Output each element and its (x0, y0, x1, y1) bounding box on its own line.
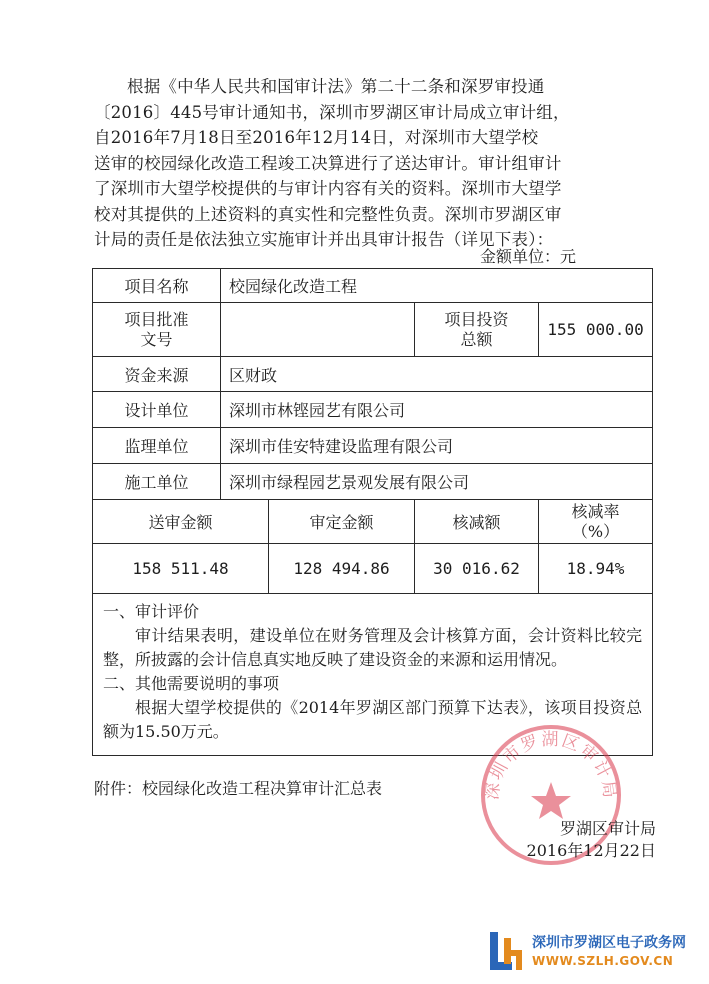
attachment-line: 附件：校园绿化改造工程决算审计汇总表 (94, 779, 383, 798)
supervision-value: 深圳市佳安特建设监理有限公司 (221, 428, 653, 464)
audit-table (92, 268, 653, 756)
intro-line: 校对其提供的上述资料的真实性和完整性负责。深圳市罗湖区审 (94, 204, 562, 224)
fund-source-value: 区财政 (221, 357, 653, 392)
table-row (93, 464, 653, 500)
table-row (93, 500, 653, 544)
notes-heading: 二、其他需要说明的事项 (103, 674, 280, 693)
intro-line: 计局的责任是依法独立实施审计并出具审计报告（详见下表）： (94, 230, 554, 249)
approved-header: 审定金额 (269, 500, 415, 544)
amount-unit: 金额单位：元 (480, 247, 577, 266)
intro-line: 〔2016〕445号审计通知书，深圳市罗湖区审计局成立审计组， (94, 102, 570, 122)
notes-body: 审计结果表明，建设单位在财务管理及会计核算方面，会计资料比较完整，所披露的会计信息真实地反映了建设资金的来源和运用情况。 (103, 626, 643, 669)
approval-label: 项目批准 文号 (93, 303, 221, 357)
table-row (93, 357, 653, 392)
signature-block (500, 818, 656, 862)
reduced-header: 核减额 (415, 500, 539, 544)
signature-org: 罗湖区审计局 (559, 819, 656, 838)
approval-value (221, 303, 415, 357)
table-row (93, 544, 653, 594)
site-logo (488, 924, 708, 982)
submitted-value: 158 511.48 (93, 544, 269, 594)
notes-heading: 一、审计评价 (103, 602, 200, 621)
logo-site-url: WWW.SZLH.GOV.CN (532, 954, 674, 968)
investment-value: 155 000.00 (539, 303, 653, 357)
table-row (93, 428, 653, 464)
construction-value: 深圳市绿程园艺景观发展有限公司 (221, 464, 653, 500)
rate-value: 18.94% (539, 544, 653, 594)
intro-line: 自2016年7月18日至2016年12月14日，对深圳市大望学校 (94, 128, 539, 147)
table-row (93, 392, 653, 428)
project-name-value: 校园绿化改造工程 (221, 269, 653, 303)
supervision-label: 监理单位 (93, 428, 221, 464)
submitted-header: 送审金额 (93, 500, 269, 544)
seal-star-icon (531, 782, 571, 819)
investment-label: 项目投资 总额 (415, 303, 539, 357)
intro-paragraph (94, 74, 634, 253)
seal-text: 深圳市罗湖区审计局 (482, 730, 620, 802)
design-value: 深圳市林铿园艺有限公司 (221, 392, 653, 428)
rate-header: 核减率 （%） (539, 500, 653, 544)
signature-date: 2016年12月22日 (526, 841, 656, 860)
fund-source-label: 资金来源 (93, 357, 221, 392)
notes-body: 根据大望学校提供的《2014年罗湖区部门预算下达表》，该项目投资总额为15.50万元。 (103, 698, 643, 741)
table-row (93, 303, 653, 357)
approved-value: 128 494.86 (269, 544, 415, 594)
logo-site-name: 深圳市罗湖区电子政务网 (532, 935, 686, 951)
design-label: 设计单位 (93, 392, 221, 428)
intro-line: 根据《中华人民共和国审计法》第二十二条和深罗审投通 (127, 77, 545, 96)
table-row (93, 269, 653, 303)
intro-line: 了深圳市大望学校提供的与审计内容有关的资料。深圳市大望学 (94, 179, 562, 198)
project-name-label: 项目名称 (93, 269, 221, 303)
reduced-value: 30 016.62 (415, 544, 539, 594)
construction-label: 施工单位 (93, 464, 221, 500)
lh-logo-icon (488, 928, 526, 974)
intro-line: 送审的校园绿化改造工程竣工决算进行了送达审计。审计组审计 (94, 153, 562, 173)
